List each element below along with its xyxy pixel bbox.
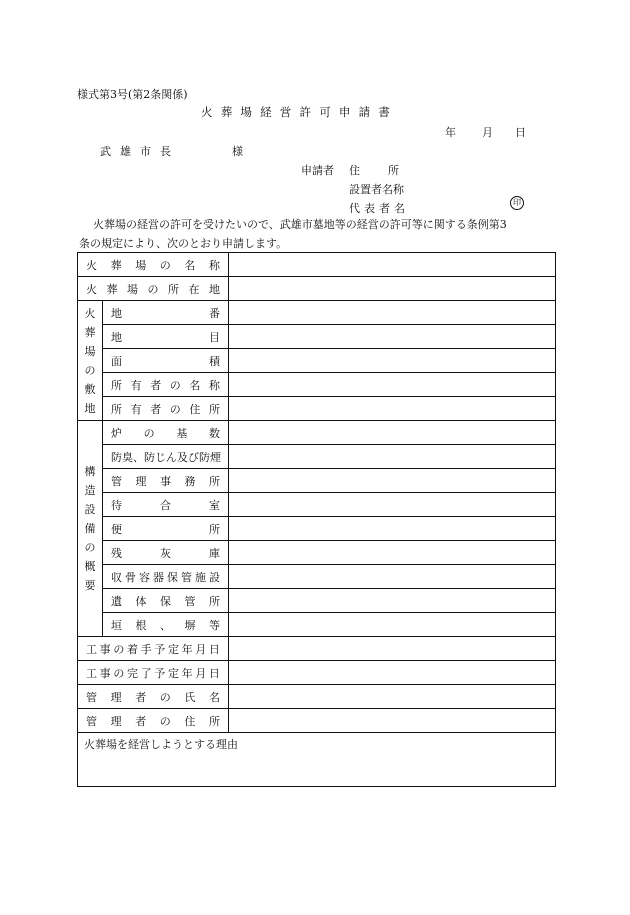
representative-label: 代表者名 (349, 202, 409, 215)
structure-group-label: 構 造 設 備 の 概 要 (78, 421, 103, 637)
start-date-field[interactable] (229, 637, 556, 661)
structure-item-label: 防 臭 、 防 じ ん 及 び 防 煙 (103, 445, 229, 469)
site-item-label: 地 目 (103, 325, 229, 349)
location-label: 火 葬 場 の 所 在 地 (78, 277, 229, 301)
applicant-label: 申請者 (301, 164, 334, 177)
structure-item-field[interactable] (229, 517, 556, 541)
manager-name-label: 管 理 者 の 氏 名 (78, 685, 229, 709)
structure-item-field[interactable] (229, 565, 556, 589)
table-row (78, 733, 556, 787)
structure-item-label: 残 灰 庫 (103, 541, 229, 565)
intro-line-1: 火葬場の経営の許可を受けたいので、武雄市墓地等の経営の許可等に関する条例第3 (93, 218, 507, 231)
manager-name-field[interactable] (229, 685, 556, 709)
structure-item-label: 垣 根 、 塀 等 (103, 613, 229, 637)
site-item-field[interactable] (229, 349, 556, 373)
table-row (78, 565, 556, 589)
structure-item-field[interactable] (229, 445, 556, 469)
table-row (78, 277, 556, 301)
table-row (78, 661, 556, 685)
table-row (78, 253, 556, 277)
site-item-field[interactable] (229, 325, 556, 349)
table-row (78, 421, 556, 445)
complete-date-label: 工 事 の 完 了 予 定 年 月 日 (78, 661, 229, 685)
table-row (78, 613, 556, 637)
structure-item-field[interactable] (229, 589, 556, 613)
seal-mark: 印 (510, 196, 524, 210)
table-row (78, 637, 556, 661)
site-group-label: 火 葬 場 の 敷 地 (78, 301, 103, 421)
structure-item-field[interactable] (229, 493, 556, 517)
application-table (77, 252, 556, 787)
structure-item-label: 収 骨 容 器 保 管 施 設 (103, 565, 229, 589)
table-row (78, 709, 556, 733)
establisher-label: 設置者名称 (349, 183, 404, 196)
start-date-label: 工 事 の 着 手 予 定 年 月 日 (78, 637, 229, 661)
structure-item-label: 便 所 (103, 517, 229, 541)
site-item-label: 所 有 者 の 住 所 (103, 397, 229, 421)
location-value-field[interactable] (229, 277, 556, 301)
table-row (78, 445, 556, 469)
table-row (78, 349, 556, 373)
manager-address-field[interactable] (229, 709, 556, 733)
table-row (78, 325, 556, 349)
document-title: 火葬場経営許可申請書 (201, 105, 398, 119)
reason-label: 火葬場を経営しようとする理由 (84, 738, 238, 751)
reason-field[interactable] (78, 733, 556, 787)
date-year-label: 年 (445, 126, 456, 139)
intro-line-2: 条の規定により、次のとおり申請します。 (79, 237, 288, 250)
table-row (78, 685, 556, 709)
date-day-label: 日 (515, 126, 526, 139)
structure-item-field[interactable] (229, 613, 556, 637)
table-row (78, 541, 556, 565)
structure-item-field[interactable] (229, 541, 556, 565)
name-label: 火 葬 場 の 名 称 (78, 253, 229, 277)
complete-date-field[interactable] (229, 661, 556, 685)
table-row (78, 397, 556, 421)
structure-item-label: 管 理 事 務 所 (103, 469, 229, 493)
structure-item-label: 炉 の 基 数 (103, 421, 229, 445)
date-month-label: 月 (482, 126, 493, 139)
form-number: 様式第3号(第2条関係) (77, 88, 188, 101)
structure-item-field[interactable] (229, 469, 556, 493)
table-row (78, 493, 556, 517)
table-row (78, 469, 556, 493)
manager-address-label: 管 理 者 の 住 所 (78, 709, 229, 733)
structure-item-field[interactable] (229, 421, 556, 445)
table-row (78, 301, 556, 325)
site-item-label: 面 積 (103, 349, 229, 373)
site-item-field[interactable] (229, 301, 556, 325)
address-label: 住所 (349, 164, 427, 177)
structure-item-label: 遺 体 保 管 所 (103, 589, 229, 613)
addressee: 武雄市長 (100, 145, 180, 158)
table-row (78, 517, 556, 541)
site-item-label: 所 有 者 の 名 称 (103, 373, 229, 397)
structure-item-label: 待 合 室 (103, 493, 229, 517)
site-item-label: 地 番 (103, 301, 229, 325)
honorific: 様 (232, 145, 243, 158)
table-row (78, 589, 556, 613)
name-value-field[interactable] (229, 253, 556, 277)
site-item-field[interactable] (229, 373, 556, 397)
site-item-field[interactable] (229, 397, 556, 421)
table-row (78, 373, 556, 397)
